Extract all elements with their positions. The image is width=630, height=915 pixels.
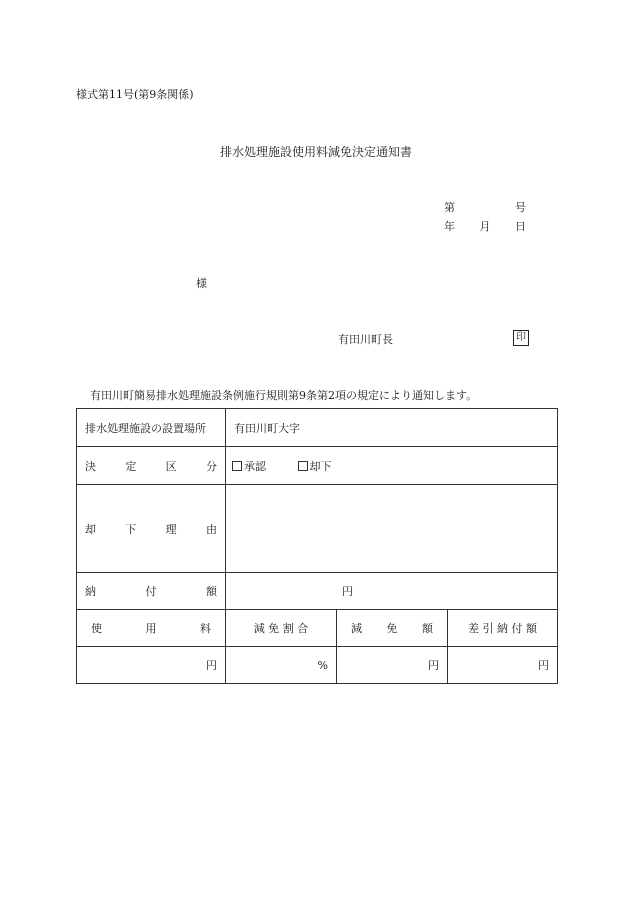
reduction-label-char: 額	[422, 622, 433, 635]
amount-value[interactable]	[226, 573, 558, 610]
location-label: 排水処理施設の設置場所	[77, 409, 226, 447]
row-decision	[77, 447, 558, 485]
reduction-label-char: 免	[386, 622, 398, 635]
form-number: 様式第11号(第9条関係)	[76, 88, 194, 101]
row-location	[77, 409, 558, 447]
fee-label-char: 料	[200, 622, 211, 635]
date-year: 年	[444, 220, 455, 233]
seal-mark	[513, 330, 529, 346]
number-suffix: 号	[515, 201, 526, 214]
reject-label: 却下	[309, 459, 332, 473]
row-amount	[77, 573, 558, 610]
date-month: 月	[479, 220, 491, 233]
net-unit: 円	[538, 659, 550, 672]
amount-label-char: 額	[206, 585, 217, 598]
fee-label	[77, 610, 226, 647]
amount-unit: 円	[342, 585, 353, 598]
decision-label-char: 決	[85, 459, 96, 473]
reduction-label-char: 減	[351, 622, 362, 635]
intro-text: 有田川町簡易排水処理施設条例施行規則第9条第2項の規定により通知します。	[90, 389, 478, 402]
rate-unit: %	[317, 658, 328, 672]
decision-label-char: 区	[165, 459, 177, 473]
reason-label	[77, 485, 226, 573]
recipient-honorific: 様	[196, 277, 207, 290]
reason-label-char: 理	[165, 522, 177, 536]
approve-label: 承認	[244, 459, 266, 473]
date-day: 日	[515, 220, 526, 233]
amount-label-char: 納	[85, 585, 96, 598]
amount-label	[77, 573, 226, 610]
net-value[interactable]	[448, 647, 558, 684]
decision-label	[77, 447, 226, 485]
fee-unit: 円	[206, 659, 217, 672]
issuer-name: 有田川町長	[338, 333, 393, 346]
decision-label-char: 定	[125, 459, 137, 473]
decision-label-char: 分	[205, 459, 217, 473]
reason-label-char: 却	[85, 522, 96, 536]
document-date	[444, 218, 526, 234]
location-value[interactable]: 有田川町大字	[226, 409, 558, 447]
fee-label-char: 使	[91, 622, 102, 635]
row-fee-values	[77, 647, 558, 684]
reason-label-char: 由	[205, 522, 217, 536]
checkbox-box	[232, 461, 242, 471]
reason-value[interactable]	[226, 485, 558, 573]
reduction-label	[337, 610, 448, 647]
reject-checkbox[interactable]	[298, 458, 332, 474]
reduction-value[interactable]	[337, 647, 448, 684]
net-label: 差 引 納 付 額	[448, 610, 558, 647]
checkbox-box	[298, 461, 308, 471]
reason-label-char: 下	[125, 522, 137, 536]
approve-checkbox[interactable]	[232, 458, 266, 474]
fee-value[interactable]	[77, 647, 226, 684]
row-reason	[77, 485, 558, 573]
seal-label: 印	[513, 330, 529, 346]
row-fee-headers	[77, 610, 558, 647]
document-title: 排水処理施設使用料減免決定通知書	[220, 145, 413, 159]
amount-label-char: 付	[145, 585, 157, 598]
reduction-unit: 円	[428, 659, 439, 672]
document-number	[444, 199, 526, 215]
rate-value[interactable]	[226, 647, 337, 684]
decision-table	[76, 408, 558, 684]
decision-options	[226, 447, 558, 485]
fee-label-char: 用	[145, 622, 157, 635]
rate-label: 減 免 割 合	[226, 610, 337, 647]
number-prefix: 第	[444, 201, 455, 214]
